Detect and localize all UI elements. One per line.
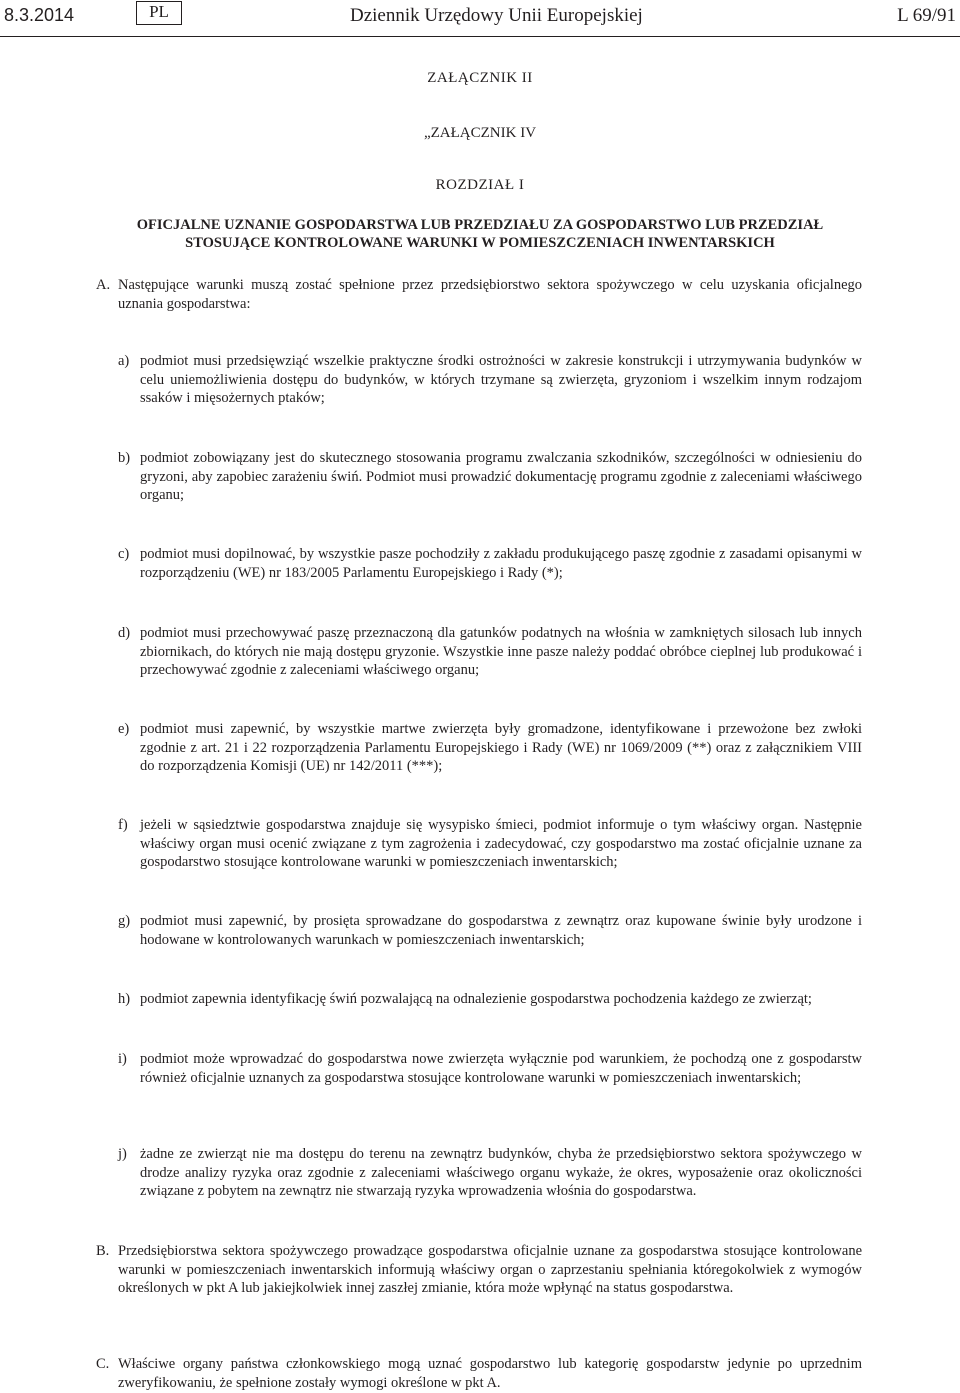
list-item-text: żadne ze zwierząt nie ma dostępu do terenu na zewnątrz budynków, chyba że przedsiębiorstwo sektora spożywczego w drodze analizy ryzyka oraz zgodnie z zaleceniami właściwego organu wykaże, że okres, wyposażenie oraz okoliczności związane z pobytem na zewnątrz nie stwarzają ryzyka wprowadzenia włośnia do gospodarstwa. <box>140 1146 862 1199</box>
section-c-text: Właściwe organy państwa członkowskiego mogą uznać gospodarstwo lub kategorię gospodarstw jedynie po uprzednim zweryfikowaniu, że spełnione zostały wymogi określone w pkt A. <box>118 1356 862 1391</box>
annex-iv-title: „ZAŁĄCZNIK IV <box>423 125 537 141</box>
list-item-text: podmiot musi dopilnować, by wszystkie pasze pochodziły z zakładu produkującego paszę zgodnie z zasadami opisanymi w rozporządzeniu (WE) nr 183/2005 Parlamentu Europejskiego i Rady (*); <box>140 546 862 581</box>
list-item-text: podmiot musi zapewnić, by wszystkie martwe zwierzęta były gromadzone, identyfikowane i przewożone bez zwłoki zgodnie z art. 21 i 22 rozporządzenia Parlamentu Europejskiego i Rady (WE) nr 1069/2009 (**) oraz z załącznikiem VIII do rozporządzenia Komisji (UE) nr 142/2011 (***); <box>140 721 862 774</box>
section-b <box>96 1242 862 1298</box>
section-b-label: B. <box>96 1243 110 1259</box>
list-item-text: podmiot może wprowadzać do gospodarstwa nowe zwierzęta wyłącznie pod warunkiem, że pochodzą one z gospodarstw również oficjalnie uznanych za gospodarstwa stosujące kontrolowane warunki w pomieszczeniach inwentarskich; <box>140 1051 862 1086</box>
list-item-label: c) <box>118 546 130 562</box>
section-a <box>96 276 862 313</box>
list-item-text: jeżeli w sąsiedztwie gospodarstwa znajduje się wysypisko śmieci, podmiot informuje o tym właściwy organ. Następnie właściwy organ musi ocenić związane z tym zagrożenia i zadecydować, czy gospodarstwo ma zostać oficjalnie uznane za gospodarstwo stosujące kontrolowane warunki w pomieszczeniach inwentarskich; <box>140 817 862 870</box>
list-item-f <box>118 816 862 872</box>
list-item-g <box>118 912 862 949</box>
annex-title: ZAŁĄCZNIK II <box>427 70 533 86</box>
section-a-text: Następujące warunki muszą zostać spełnione przez przedsiębiorstwo sektora spożywczego w celu uzyskania oficjalnego uznania gospodarstwa: <box>118 277 862 312</box>
header-rule <box>0 36 960 37</box>
list-item-label: g) <box>118 913 131 929</box>
list-item-j <box>118 1145 862 1201</box>
list-item-label: d) <box>118 625 131 641</box>
section-c <box>96 1355 862 1392</box>
journal-title: Dziennik Urzędowy Unii Europejskiej <box>350 5 643 26</box>
document-title <box>0 216 960 252</box>
list-item-label: e) <box>118 721 130 737</box>
section-c-label: C. <box>96 1356 110 1372</box>
title-line-1: OFICJALNE UZNANIE GOSPODARSTWA LUB PRZEDZIAŁU ZA GOSPODARSTWO LUB PRZEDZIAŁ <box>136 217 824 233</box>
list-item-text: podmiot zapewnia identyfikację świń pozwalającą na odnalezienie gospodarstwa pochodzenia każdego ze zwierząt; <box>140 991 812 1007</box>
list-item-label: h) <box>118 991 131 1007</box>
list-item-text: podmiot musi przechowywać paszę przeznaczoną dla gatunków podatnych na włośnia w zamkniętych silosach lub innych zbiornikach, do których nie mają dostępu gryzonie. Wszystkie inne pasze należy poddać obróbce cieplnej lub produkować i przechowywać zgodnie z zaleceniami właściwego organu; <box>140 625 862 678</box>
list-item-label: a) <box>118 353 130 369</box>
language-badge: PL <box>136 1 182 25</box>
section-a-label: A. <box>96 277 111 293</box>
list-item-b <box>118 449 862 505</box>
list-item-text: podmiot musi zapewnić, by prosięta sprowadzane do gospodarstwa z zewnątrz oraz kupowane świnie były urodzone i hodowane w kontrolowanych warunkach w pomieszczeniach inwentarskich; <box>140 913 862 948</box>
list-item-e <box>118 720 862 776</box>
page-reference: L 69/91 <box>897 5 956 26</box>
list-item-h <box>118 990 862 1009</box>
section-b-text: Przedsiębiorstwa sektora spożywczego prowadzące gospodarstwa oficjalnie uznane za gospodarstwa stosujące kontrolowane warunki w pomieszczeniach inwentarskich informują właściwy organ o zaprzestaniu spełniania któregokolwiek z wymogów określonych w pkt A lub jakiejkolwiek innej zaszłej zmianie, która może wpłynąć na status gospodarstwa. <box>118 1243 862 1296</box>
list-item-label: b) <box>118 450 131 466</box>
list-item-c <box>118 545 862 582</box>
list-item-d <box>118 624 862 680</box>
list-item-a <box>118 352 862 408</box>
list-item-text: podmiot musi przedsięwziąć wszelkie praktyczne środki ostrożności w zakresie konstrukcji i utrzymywania budynków w celu uniemożliwienia dostępu do budynków, w których trzymane są zwierzęta, gryzoniom i wszelkim innym rodzajom ssaków i mięsożernych ptaków; <box>140 353 862 406</box>
chapter-title: ROZDZIAŁ I <box>435 177 525 193</box>
list-item-label: j) <box>118 1146 127 1162</box>
title-line-2: STOSUJĄCE KONTROLOWANE WARUNKI W POMIESZCZENIACH INWENTARSKICH <box>185 235 775 251</box>
list-item-text: podmiot zobowiązany jest do skutecznego stosowania programu zwalczania szkodników, szczególności w odniesieniu do gryzoni, aby zapobiec zarażeniu świń. Podmiot musi prowadzić dokumentację programu zgodnie z zaleceniami właściwego organu; <box>140 450 862 503</box>
list-item-label: f) <box>118 817 128 833</box>
publication-date: 8.3.2014 <box>4 5 75 25</box>
list-item-i <box>118 1050 862 1087</box>
list-item-label: i) <box>118 1051 127 1067</box>
page-header <box>0 0 960 40</box>
